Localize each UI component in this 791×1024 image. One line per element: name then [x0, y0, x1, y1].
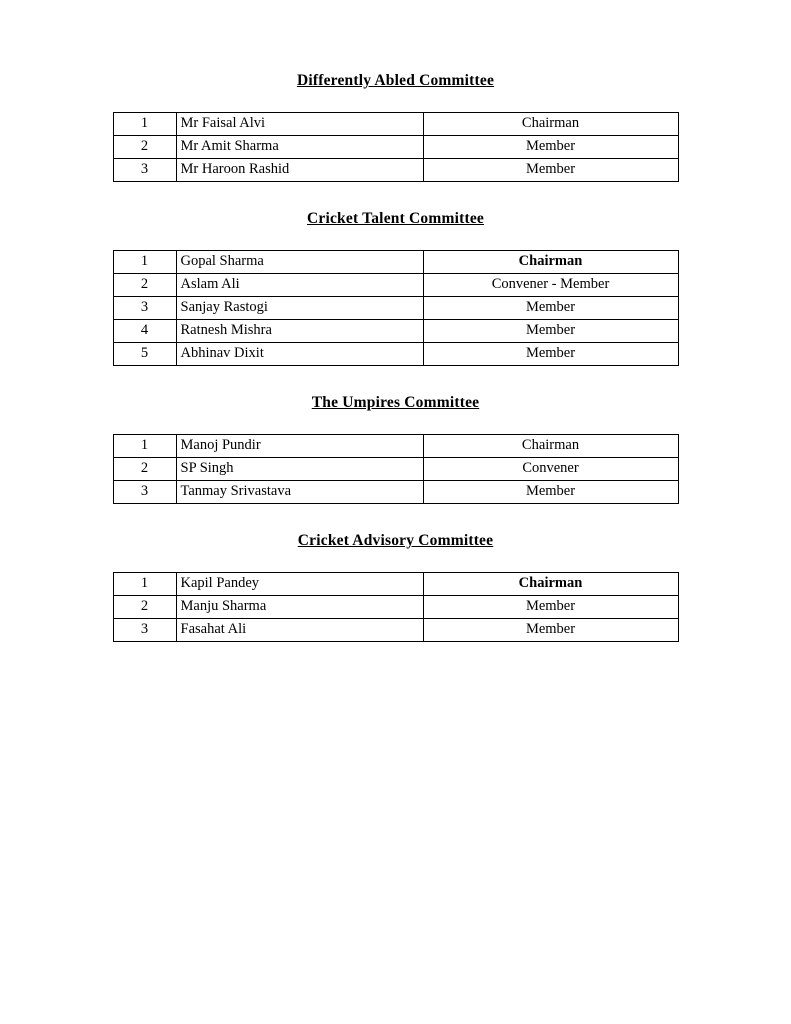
member-role: Member — [423, 159, 678, 182]
member-role: Chairman — [423, 573, 678, 596]
table-row — [113, 481, 678, 504]
member-role: Convener - Member — [423, 274, 678, 297]
row-number: 3 — [113, 159, 176, 182]
table-row — [113, 435, 678, 458]
member-role: Chairman — [423, 113, 678, 136]
table-row — [113, 458, 678, 481]
member-name: Manoj Pundir — [176, 435, 423, 458]
committee-section — [0, 72, 791, 210]
member-role: Chairman — [423, 435, 678, 458]
member-role: Member — [423, 481, 678, 504]
section-title: Cricket Advisory Committee — [297, 532, 494, 549]
member-name: Mr Haroon Rashid — [176, 159, 423, 182]
title-gap — [0, 90, 791, 112]
member-name: Manju Sharma — [176, 596, 423, 619]
member-name: Mr Amit Sharma — [176, 136, 423, 159]
section-gap — [0, 366, 791, 394]
row-number: 2 — [113, 596, 176, 619]
table-row — [113, 159, 678, 182]
committee-section — [0, 532, 791, 670]
section-gap — [0, 504, 791, 532]
section-title: The Umpires Committee — [311, 394, 480, 411]
section-title: Cricket Talent Committee — [307, 210, 484, 227]
section-gap — [0, 642, 791, 670]
member-role: Member — [423, 343, 678, 366]
member-name: Gopal Sharma — [176, 251, 423, 274]
member-name: Kapil Pandey — [176, 573, 423, 596]
row-number: 1 — [113, 573, 176, 596]
table-row — [113, 596, 678, 619]
member-name: Abhinav Dixit — [176, 343, 423, 366]
table-row — [113, 136, 678, 159]
member-name: Tanmay Srivastava — [176, 481, 423, 504]
title-gap — [0, 412, 791, 434]
committee-table — [113, 434, 679, 504]
table-row — [113, 320, 678, 343]
member-name: Fasahat Ali — [176, 619, 423, 642]
row-number: 2 — [113, 136, 176, 159]
member-role: Chairman — [423, 251, 678, 274]
committee-table — [113, 572, 679, 642]
title-gap — [0, 228, 791, 250]
member-name: Mr Faisal Alvi — [176, 113, 423, 136]
committee-sections — [0, 72, 791, 670]
row-number: 3 — [113, 619, 176, 642]
committee-section — [0, 394, 791, 532]
member-name: Ratnesh Mishra — [176, 320, 423, 343]
table-row — [113, 619, 678, 642]
row-number: 2 — [113, 458, 176, 481]
member-role: Convener — [423, 458, 678, 481]
committee-section — [0, 210, 791, 394]
row-number: 3 — [113, 297, 176, 320]
member-name: SP Singh — [176, 458, 423, 481]
title-gap — [0, 550, 791, 572]
row-number: 3 — [113, 481, 176, 504]
table-row — [113, 573, 678, 596]
member-role: Member — [423, 596, 678, 619]
committee-table — [113, 112, 679, 182]
row-number: 4 — [113, 320, 176, 343]
table-row — [113, 274, 678, 297]
table-row — [113, 251, 678, 274]
top-margin — [0, 0, 791, 72]
section-gap — [0, 182, 791, 210]
member-role: Member — [423, 619, 678, 642]
row-number: 1 — [113, 113, 176, 136]
row-number: 2 — [113, 274, 176, 297]
member-role: Member — [423, 136, 678, 159]
member-role: Member — [423, 297, 678, 320]
row-number: 1 — [113, 435, 176, 458]
committee-table — [113, 250, 679, 366]
table-row — [113, 343, 678, 366]
member-name: Sanjay Rastogi — [176, 297, 423, 320]
member-role: Member — [423, 320, 678, 343]
row-number: 5 — [113, 343, 176, 366]
table-row — [113, 113, 678, 136]
row-number: 1 — [113, 251, 176, 274]
member-name: Aslam Ali — [176, 274, 423, 297]
table-row — [113, 297, 678, 320]
section-title: Differently Abled Committee — [296, 72, 495, 89]
